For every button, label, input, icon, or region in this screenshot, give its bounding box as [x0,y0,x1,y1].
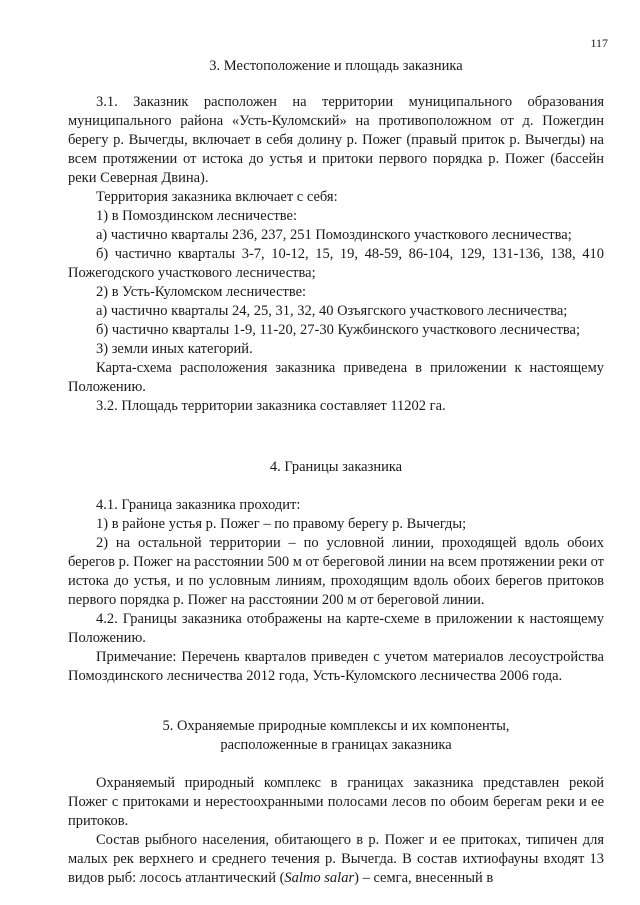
latin-name: Salmo salar [284,870,355,886]
page-content [68,57,604,888]
section-5-heading [68,717,604,755]
paragraph-fish-population [68,831,604,888]
list-item-pomozdino: 1) в Помоздинском лесничестве: [96,208,298,224]
list-item-ust-kulom-b: б) частично кварталы 1-9, 11-20, 27-30 Кужбинского участкового лесничества; [96,322,581,338]
section-4-heading: 4. Границы заказника [269,459,403,475]
list-item-other-lands: 3) земли иных категорий. [96,341,253,357]
page-number: 117 [590,36,608,50]
fish-text-before: Состав рыбного населения, обитающего в р. Пожег и ее притоках, типичен для малых рек верхнего и среднего течения р. Вычегда. В состав ихтиофауны входят 13 видов рыб: лосось атлантический ( [68,832,604,886]
paragraph-map-note: Карта-схема расположения заказника приведена в приложении к настоящему Положению. [68,360,604,395]
list-item-ust-kulom: 2) в Усть-Куломском лесничестве: [96,284,307,300]
list-item-pomozdino-a: а) частично кварталы 236, 237, 251 Помоздинского участкового лесничества; [96,227,572,243]
list-item-boundary-2: 2) на остальной территории – по условной линии, проходящей вдоль обоих берегов р. Пожег на расстоянии 500 м от береговой линии на всем протяжении реки от истока до устья, и по условным линиям, проходящим вдоль обоих берегов притоков первого порядка р. Пожег на расстоянии 200 м от береговой линии. [68,535,604,608]
section-3-heading: 3. Местоположение и площадь заказника [209,58,463,74]
list-item-ust-kulom-a: а) частично кварталы 24, 25, 31, 32, 40 Озъягского участкового лесничества; [96,303,568,319]
paragraph-territory-intro: Территория заказника включает с себя: [96,189,338,205]
paragraph-complex: Охраняемый природный комплекс в границах заказника представлен рекой Пожег с притоками и нерестоохранными полосами лесов по обоим берегам реки и ее притоков. [68,775,604,829]
fish-text-after: ) – семга, внесенный в [354,870,494,886]
paragraph-note: Примечание: Перечень кварталов приведен с учетом материалов лесоустройства Помоздинского лесничества 2012 года, Усть-Куломского лесничества 2006 года. [68,649,604,684]
paragraph-4-2: 4.2. Границы заказника отображены на карте-схеме в приложении к настоящему Положению. [68,611,604,646]
section-5-heading-line2: расположенные в границах заказника [220,737,452,753]
list-item-boundary-1: 1) в районе устья р. Пожег – по правому берегу р. Вычегды; [96,516,467,532]
paragraph-4-1: 4.1. Граница заказника проходит: [96,497,301,513]
paragraph-3-2: 3.2. Площадь территории заказника составляет 11202 га. [96,398,446,414]
section-5-heading-line1: 5. Охраняемые природные комплексы и их компоненты, [162,718,510,734]
paragraph-3-1: 3.1. Заказник расположен на территории муниципального образования муниципального района «Усть-Куломский» на противоположном от д. Пожегдин берегу р. Вычегды, включает в себя долину р. Пожег (правый приток р. Вычегды) на всем протяжении от истока до устья и притоки первого порядка р. Пожег (бассейн реки Северная Двина). [68,94,604,186]
list-item-pomozdino-b: б) частично кварталы 3-7, 10-12, 15, 19, 48-59, 86-104, 129, 131-136, 138, 410 Пожегодского участкового лесничества; [68,246,604,281]
